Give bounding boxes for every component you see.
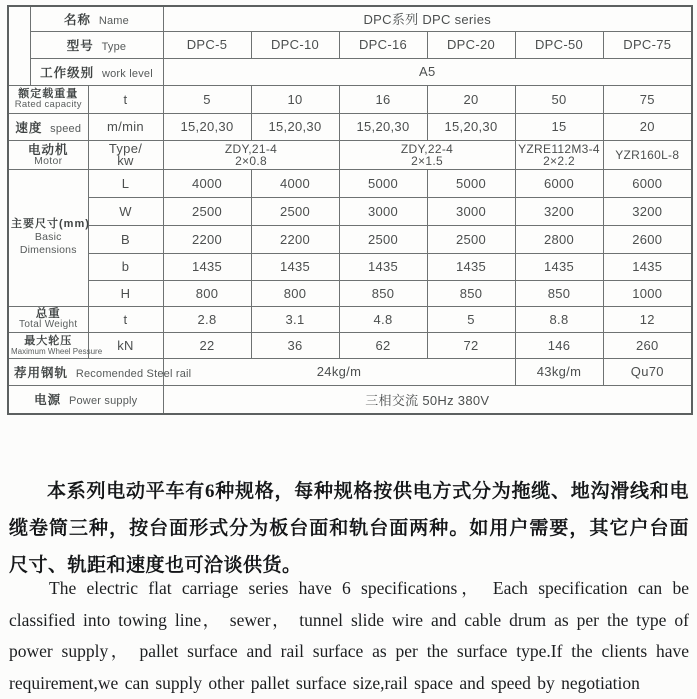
table-cell: 1000 [603, 280, 692, 306]
table-cell: 50 [515, 85, 603, 113]
work-level-label: 工作级别 work level [30, 58, 163, 85]
table-cell: 5000 [339, 169, 427, 197]
work-level-value: A5 [163, 58, 692, 85]
table-cell: 15,20,30 [251, 113, 339, 140]
dimension-row-W [8, 197, 692, 225]
table-cell: 36 [251, 332, 339, 358]
series-name-cell: DPC系列 DPC series [163, 6, 692, 31]
table-cell: 2600 [603, 225, 692, 253]
steel-rail-label: 荐用钢轨 Recomended Steel rail [8, 358, 163, 385]
rated-capacity-unit: t [88, 85, 163, 113]
total-weight-label: 总重 Total Weight [8, 306, 88, 332]
steel-rail-dpc50-cell: 43kg/m [515, 358, 603, 385]
english-description-paragraph: The electric flat carriage series have 6 specifications， Each specification can be classified into towing line， sewer， tunnel slide wire and cable drum as per the type of power supply， pallet surface and rail surface as per the surface type.If the clients have requirement,we can supply other pallet surface size,rail space and speed by negotiation [9, 578, 689, 693]
table-cell: 12 [603, 306, 692, 332]
motor-row [8, 140, 692, 169]
type-row [8, 31, 692, 58]
table-cell: 75 [603, 85, 692, 113]
motor-spec-cell: YZR160L-8 [603, 140, 692, 169]
table-cell: 1435 [515, 253, 603, 280]
table-cell: 2200 [251, 225, 339, 253]
power-supply-row [8, 385, 692, 414]
table-cell: 72 [427, 332, 515, 358]
steel-rail-dpc75-cell: Qu70 [603, 358, 692, 385]
type-col-header: DPC-10 [251, 31, 339, 58]
dimension-row-b [8, 253, 692, 280]
total-weight-unit: t [88, 306, 163, 332]
wheel-pressure-unit: kN [88, 332, 163, 358]
table-cell: 850 [515, 280, 603, 306]
steel-rail-row [8, 358, 692, 385]
speed-row [8, 113, 692, 140]
table-cell: 4000 [251, 169, 339, 197]
table-cell: 2500 [339, 225, 427, 253]
table-cell: 4.8 [339, 306, 427, 332]
table-cell: 2200 [163, 225, 251, 253]
table-cell: 62 [339, 332, 427, 358]
table-cell: 3000 [427, 197, 515, 225]
power-supply-value: 三相交流 50Hz 380V [163, 385, 692, 414]
table-cell: 8.8 [515, 306, 603, 332]
type-col-header: DPC-20 [427, 31, 515, 58]
dimension-row-H [8, 280, 692, 306]
wheel-pressure-row [8, 332, 692, 358]
dimension-row-B [8, 225, 692, 253]
table-cell: 1435 [339, 253, 427, 280]
table-cell: 2500 [163, 197, 251, 225]
type-col-header: DPC-16 [339, 31, 427, 58]
type-col-header: DPC-5 [163, 31, 251, 58]
type-col-header: DPC-50 [515, 31, 603, 58]
table-cell: 1435 [251, 253, 339, 280]
table-cell: 2500 [427, 225, 515, 253]
table-cell: 16 [339, 85, 427, 113]
table-cell: 3200 [603, 197, 692, 225]
table-cell: 6000 [603, 169, 692, 197]
table-cell: 15,20,30 [339, 113, 427, 140]
dimension-symbol: b [88, 253, 163, 280]
table-cell: 3.1 [251, 306, 339, 332]
total-weight-row [8, 306, 692, 332]
dimension-symbol: W [88, 197, 163, 225]
dimensions-label: 主要尺寸(mm) Basic Dimensions [8, 169, 88, 306]
table-cell: 5 [163, 85, 251, 113]
speed-unit: m/min [88, 113, 163, 140]
table-cell: 3200 [515, 197, 603, 225]
table-cell: 1435 [603, 253, 692, 280]
table-cell: 2.8 [163, 306, 251, 332]
table-cell: 2800 [515, 225, 603, 253]
motor-unit: Type/ kw [88, 140, 163, 169]
rated-capacity-row [8, 85, 692, 113]
table-cell: 15,20,30 [163, 113, 251, 140]
table-cell: 1435 [427, 253, 515, 280]
dimension-symbol: L [88, 169, 163, 197]
table-cell: 2500 [251, 197, 339, 225]
dimension-symbol: H [88, 280, 163, 306]
motor-label: 电动机 Motor [8, 140, 88, 169]
table-cell: 146 [515, 332, 603, 358]
table-cell: 850 [427, 280, 515, 306]
table-cell: 850 [339, 280, 427, 306]
table-cell: 6000 [515, 169, 603, 197]
steel-rail-main-cell: 24kg/m [163, 358, 515, 385]
table-cell: 15 [515, 113, 603, 140]
dimension-row-L [8, 169, 692, 197]
table-cell: 20 [427, 85, 515, 113]
left-margin-cell [8, 6, 30, 85]
table-cell: 800 [251, 280, 339, 306]
rated-capacity-label: 额定载重量 Rated capacity [8, 85, 88, 113]
table-cell: 22 [163, 332, 251, 358]
wheel-pressure-label: 最大轮压 Maximum Wheel Pessure [8, 332, 88, 358]
type-col-header: DPC-75 [603, 31, 692, 58]
table-cell: 10 [251, 85, 339, 113]
motor-spec-cell: ZDY,21-4 2×0.8 [163, 140, 339, 169]
chinese-description-paragraph: 本系列电动平车有6种规格，每种规格按供电方式分为拖缆、地沟滑线和电缆卷筒三种，按台面形式分为板台面和轨台面两种。如用户需要，其它户台面尺寸、轨距和速度也可洽谈供货。 [9, 481, 689, 576]
spec-table [7, 5, 693, 415]
table-cell: 800 [163, 280, 251, 306]
table-cell: 3000 [339, 197, 427, 225]
table-cell: 4000 [163, 169, 251, 197]
work-level-row [8, 58, 692, 85]
motor-spec-cell: ZDY,22-4 2×1.5 [339, 140, 515, 169]
speed-label: 速度 speed [8, 113, 88, 140]
name-label: 名称 Name [30, 6, 163, 31]
scanned-page [0, 5, 697, 693]
name-row [8, 6, 692, 31]
motor-spec-cell: YZRE112M3-4 2×2.2 [515, 140, 603, 169]
table-cell: 5000 [427, 169, 515, 197]
table-cell: 5 [427, 306, 515, 332]
table-cell: 1435 [163, 253, 251, 280]
table-cell: 260 [603, 332, 692, 358]
type-label: 型号 Type [30, 31, 163, 58]
dimension-symbol: B [88, 225, 163, 253]
power-supply-label: 电源 Power supply [8, 385, 163, 414]
table-cell: 20 [603, 113, 692, 140]
table-cell: 15,20,30 [427, 113, 515, 140]
